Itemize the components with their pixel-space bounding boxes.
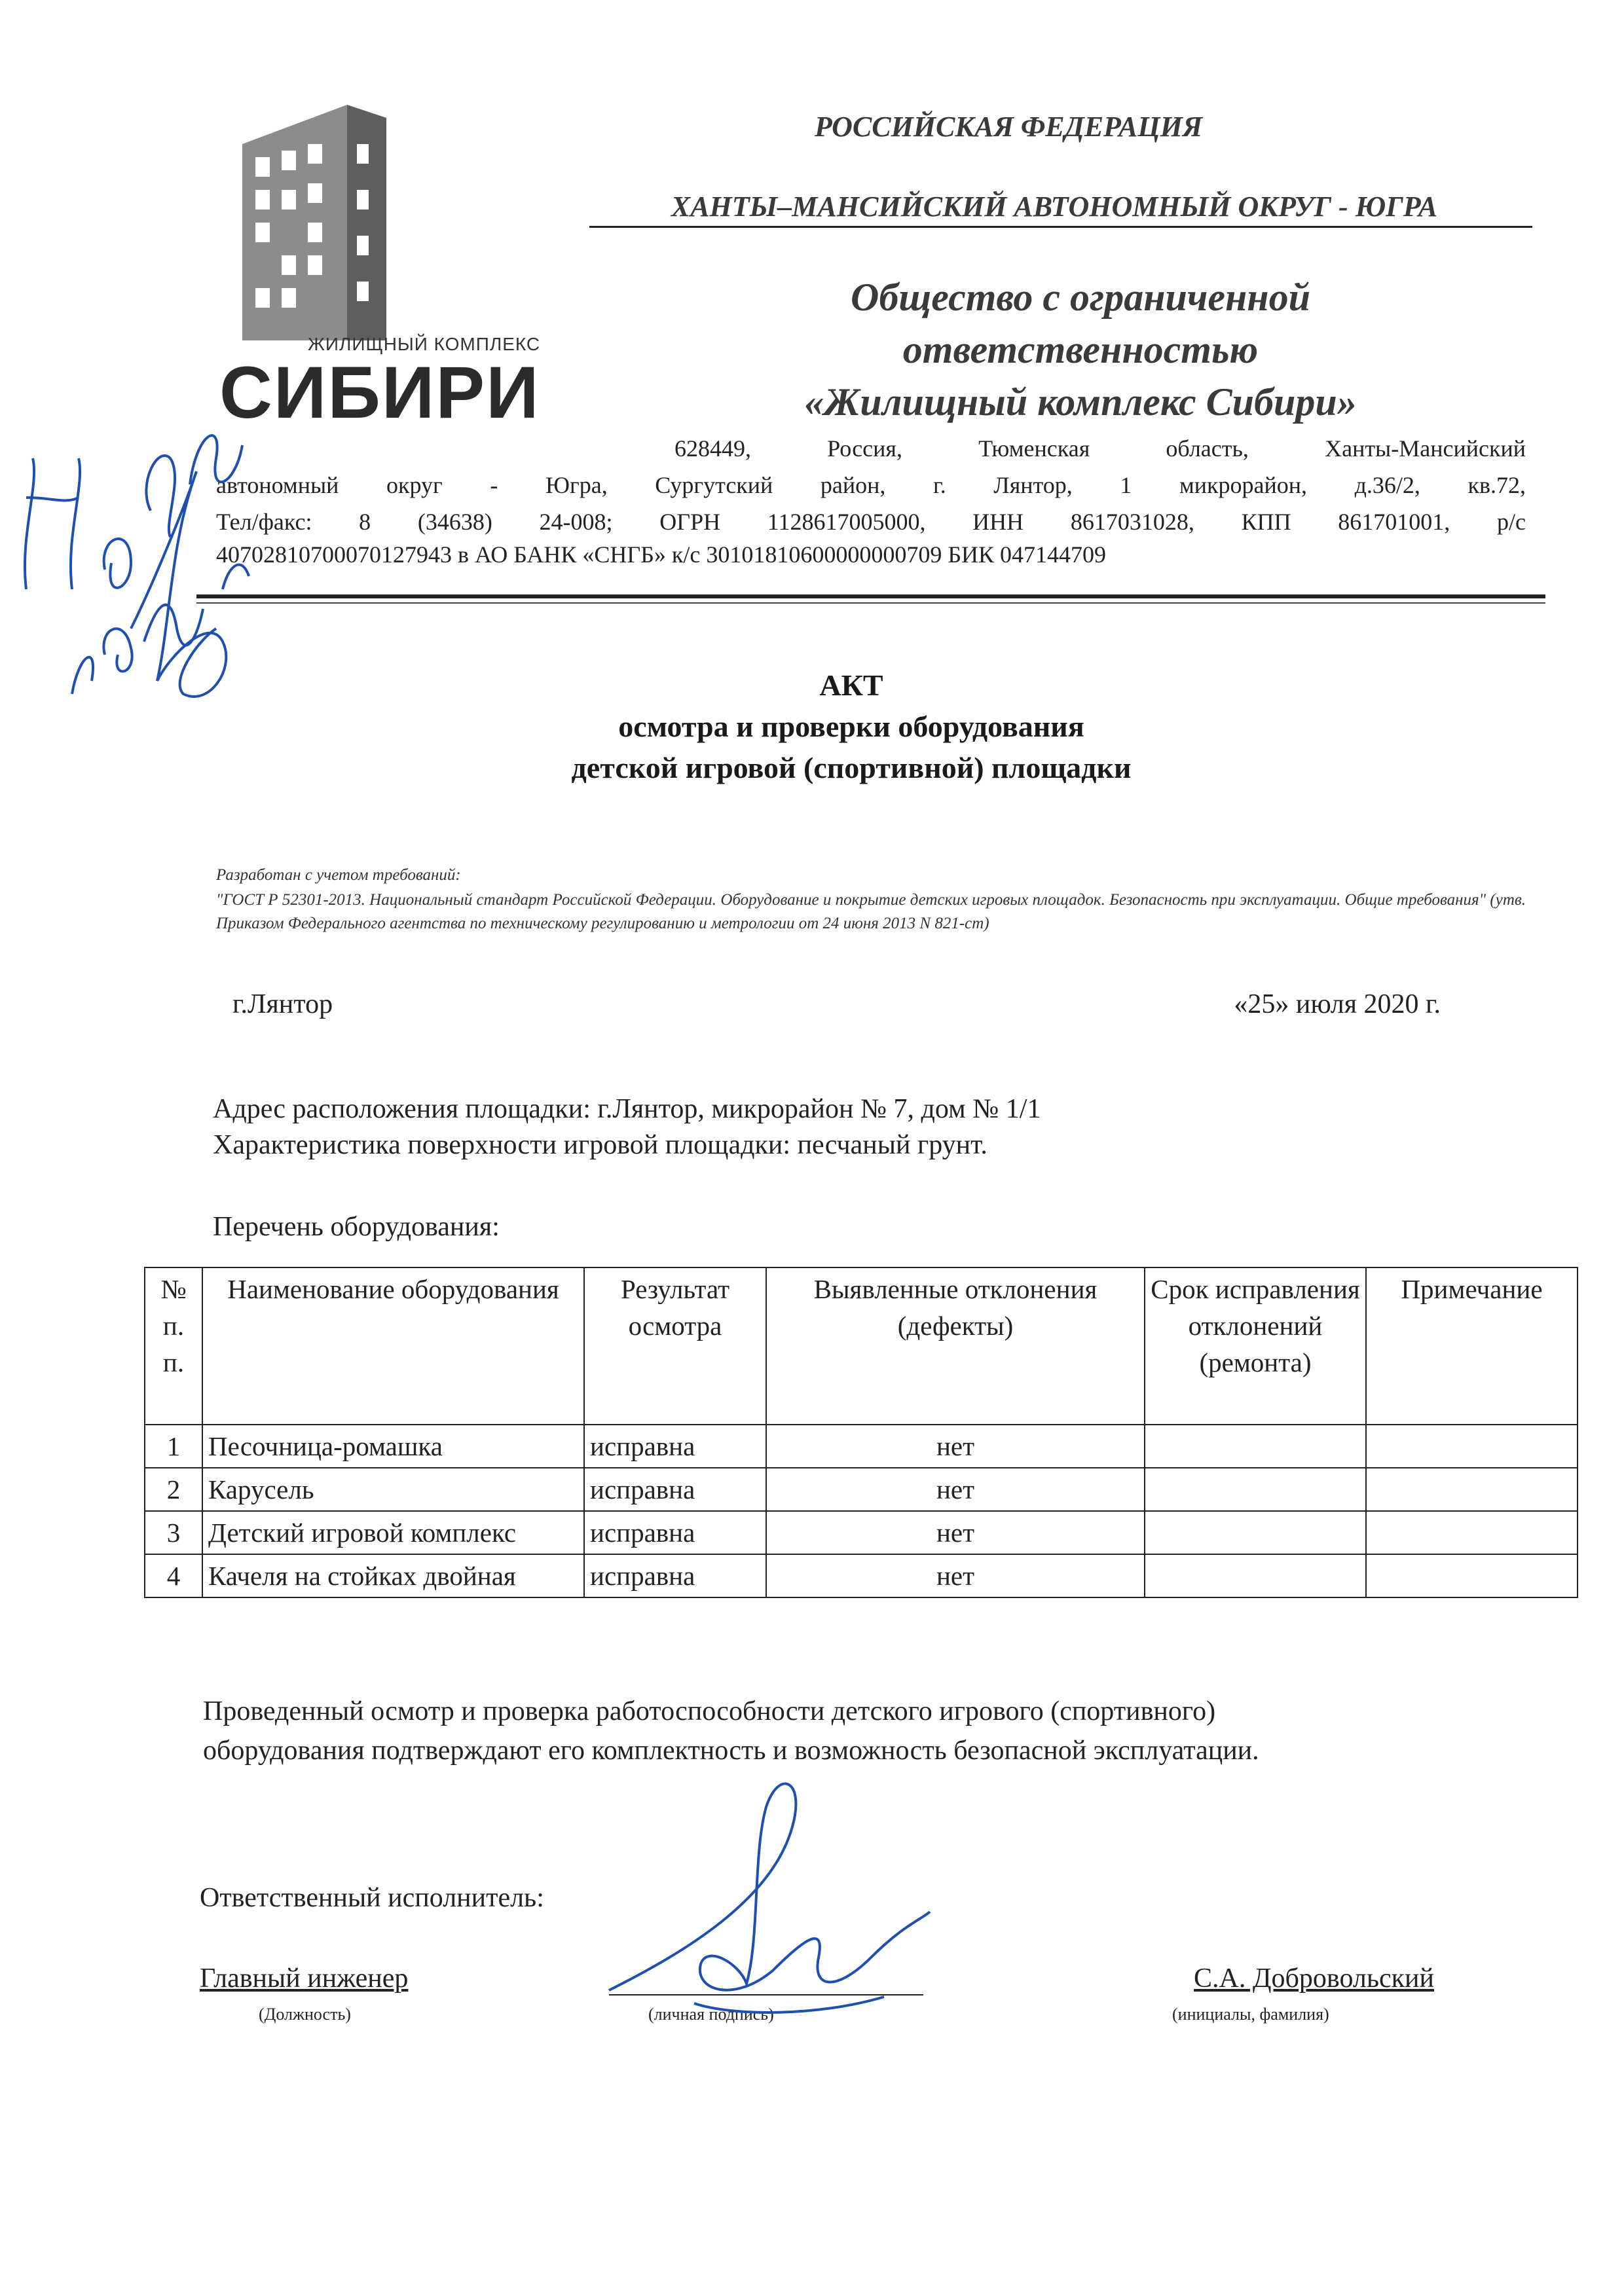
document-subtitle-2: детской игровой (спортивной) площадки (571, 751, 1132, 784)
address-line-3: Тел/факс: 8 (34638) 24-008; ОГРН 1128617005000, ИНН 8617031028, КПП 861701001, р/с (216, 509, 1526, 535)
playground-address: Адрес расположения площадки: г.Лянтор, микрорайон № 7, дом № 1/1 (213, 1094, 1041, 1124)
org-name-line-2: ответственностью (902, 328, 1259, 371)
address-line-2: автономный округ - Югра, Сургутский район, г. Лянтор, 1 микрорайон, д.36/2, кв.72, (216, 472, 1526, 498)
okrug-heading: ХАНТЫ–МАНСИЙСКИЙ АВТОНОМНЫЙ ОКРУГ - ЮГРА (671, 191, 1438, 223)
signature-icon (609, 1783, 930, 2012)
header-divider-thick (196, 594, 1545, 598)
date: «25» июля 2020 г. (1234, 989, 1441, 1019)
standard-note-body: "ГОСТ Р 52301-2013. Национальный стандарт Российской Федерации. Оборудование и покрытие детских игровых площадок. Безопасность при эксплуатации. Общие требования" (утв. Приказом Федерального агентства по техническому регулированию и метрологии от 24 июня 2013 N 821-ст) (216, 891, 1526, 932)
address-line-4: 40702810700070127943 в АО БАНК «СНГБ» к/с 30101810600000000709 БИК 047144709 (216, 541, 1107, 568)
document-subtitle-1: осмотра и проверки оборудования (618, 710, 1084, 743)
federation-heading: РОССИЙСКАЯ ФЕДЕРАЦИЯ (814, 111, 1203, 143)
header-divider-thin (196, 602, 1545, 604)
cell-name: Детский игровой комплекс (202, 1511, 584, 1554)
person-name: С.А. Добровольский (1194, 1963, 1434, 1994)
position: Главный инженер (200, 1963, 409, 1994)
cell-name: Песочница-ромашка (202, 1425, 584, 1468)
cell-num: 4 (145, 1554, 202, 1597)
cell-term (1145, 1554, 1366, 1597)
company-logo (216, 105, 583, 445)
cell-term (1145, 1425, 1366, 1468)
address-line-1: 628449, Россия, Тюменская область, Ханты-Мансийский (674, 435, 1526, 462)
table-row (145, 1511, 1578, 1554)
responsible-label: Ответственный исполнитель: (200, 1883, 544, 1913)
header-name: Наименование оборудования (202, 1267, 584, 1425)
signature-line (609, 1994, 923, 1995)
table-header-row (145, 1267, 1578, 1425)
table-row (145, 1425, 1578, 1468)
cell-defects: нет (766, 1554, 1145, 1597)
header-defects: Выявленные отклонения (дефекты) (766, 1267, 1145, 1425)
position-caption: (Должность) (259, 2005, 351, 2024)
cell-result: исправна (584, 1425, 766, 1468)
conclusion-line-1: Проведенный осмотр и проверка работоспособности детского игрового (спортивного) (203, 1696, 1216, 1726)
cell-result: исправна (584, 1468, 766, 1511)
header-result: Результат осмотра (584, 1267, 766, 1425)
signature-caption: (личная подпись) (648, 2005, 774, 2024)
cell-defects: нет (766, 1468, 1145, 1511)
cell-note (1366, 1511, 1578, 1554)
cell-num: 1 (145, 1425, 202, 1468)
place: г.Лянтор (232, 989, 333, 1019)
document-title: АКТ (819, 668, 883, 702)
cell-result: исправна (584, 1511, 766, 1554)
cell-term (1145, 1468, 1366, 1511)
conclusion-line-2: оборудования подтверждают его комплектность и возможность безопасной эксплуатации. (203, 1736, 1259, 1766)
cell-num: 2 (145, 1468, 202, 1511)
cell-num: 3 (145, 1511, 202, 1554)
header-note: Примечание (1366, 1267, 1578, 1425)
handwritten-note-icon (25, 435, 249, 697)
equipment-table (144, 1267, 1578, 1598)
logo-big-text: СИБИРИ (219, 352, 540, 433)
logo-small-text: ЖИЛИЩНЫЙ КОМПЛЕКС (308, 334, 541, 354)
equipment-list-label: Перечень оборудования: (213, 1212, 500, 1242)
surface-characteristic: Характеристика поверхности игровой площадки: песчаный грунт. (213, 1130, 987, 1160)
cell-term (1145, 1511, 1366, 1554)
org-name-line-1: Общество с ограниченной (851, 276, 1310, 319)
cell-note (1366, 1468, 1578, 1511)
cell-defects: нет (766, 1425, 1145, 1468)
cell-defects: нет (766, 1511, 1145, 1554)
cell-name: Качеля на стойках двойная (202, 1554, 584, 1597)
table-row (145, 1554, 1578, 1597)
org-name-line-3: «Жилищный комплекс Сибири» (804, 380, 1357, 424)
cell-result: исправна (584, 1554, 766, 1597)
cell-note (1366, 1554, 1578, 1597)
header-num: № п. п. (145, 1267, 202, 1425)
cell-name: Карусель (202, 1468, 584, 1511)
table-row (145, 1468, 1578, 1511)
name-caption: (инициалы, фамилия) (1172, 2005, 1329, 2024)
cell-note (1366, 1425, 1578, 1468)
header-term: Срок исправления отклонений (ремонта) (1145, 1267, 1366, 1425)
okrug-divider (589, 226, 1532, 228)
standard-note-label: Разработан с учетом требований: (216, 866, 461, 884)
